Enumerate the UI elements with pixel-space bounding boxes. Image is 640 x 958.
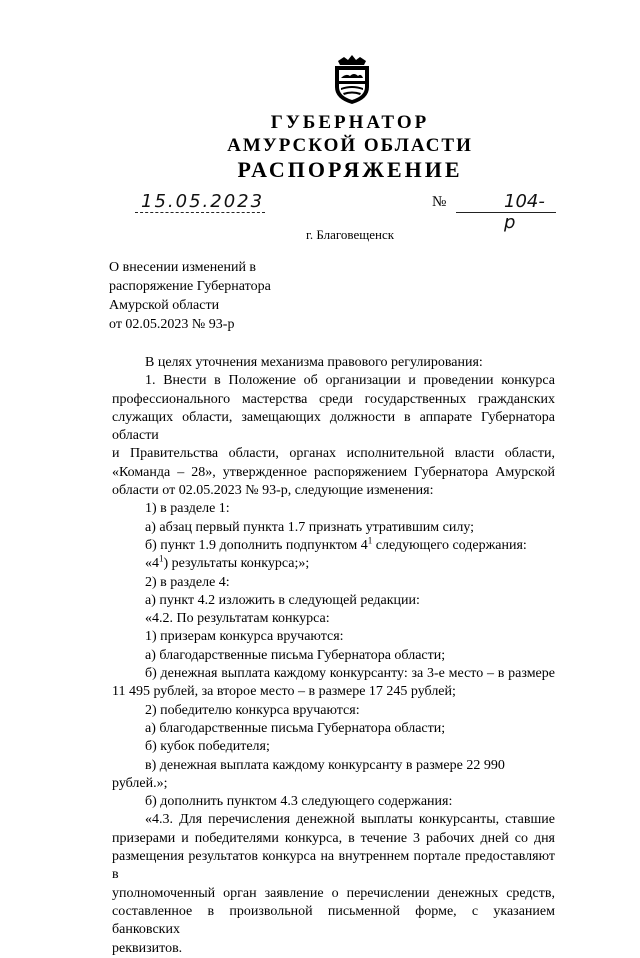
body-line: б) денежная выплата каждому конкурсанту: за 3-е место – в размере	[145, 666, 555, 682]
body-line: размещения результатов конкурса на внутреннем портале предоставляют в	[112, 849, 555, 883]
paragraph-preamble: В целях уточнения механизма правового регулирования:	[145, 355, 483, 370]
body-line	[112, 555, 555, 573]
body-text: ) результаты конкурса;»;	[163, 556, 310, 572]
body-line: 1) в разделе 1:	[145, 501, 230, 517]
body-line: призерами и победителями конкурса, в течение 3 рабочих дней со дня	[112, 830, 555, 846]
body-text: следующего содержания:	[372, 537, 527, 553]
governor-title: ГУБЕРНАТОР	[270, 112, 430, 133]
body-line: служащих области, замещающих должности в аппарате Губернатора области	[112, 409, 555, 444]
body-line: «4.3. Для перечисления денежной выплаты конкурсанты, ставшие	[145, 812, 555, 828]
subject-line: от 02.05.2023 № 93-р	[109, 317, 235, 332]
body-text: б) пункт 1.9 дополнить подпунктом 4	[145, 537, 368, 553]
document-number	[456, 191, 556, 233]
body-text: «4	[145, 556, 159, 572]
document-subject	[109, 258, 271, 334]
date-underline	[135, 212, 265, 213]
coat-of-arms-emblem	[330, 51, 374, 105]
document-type-title: РАСПОРЯЖЕНИЕ	[237, 157, 463, 182]
body-line: области от 02.05.2023 № 93-р, следующие изменения:	[112, 483, 434, 499]
region-title: АМУРСКОЙ ОБЛАСТИ	[227, 135, 473, 156]
body-line: а) абзац первый пункта 1.7 признать утратившим силу;	[145, 519, 475, 535]
body-line: 11 495 рублей, за второе место – в размере 17 245 рублей;	[112, 684, 456, 700]
superscript: 1	[159, 553, 164, 564]
body-line: 1) призерам конкурса вручаются:	[145, 629, 344, 645]
body-line: 2) в разделе 4:	[145, 574, 230, 590]
body-line: «Команда – 28», утвержденное распоряжением Губернатора Амурской	[112, 464, 555, 480]
body-line: а) благодарственные письма Губернатора области;	[145, 720, 446, 736]
body-line: 2) победителю конкурса вручаются:	[145, 702, 360, 718]
city-name: г. Благовещенск	[305, 227, 395, 242]
body-line: б) дополнить пунктом 4.3 следующего содержания:	[145, 794, 453, 810]
body-line: б) кубок победителя;	[145, 739, 270, 755]
document-date	[135, 191, 270, 213]
body-line: «4.2. По результатам конкурса:	[145, 611, 330, 627]
body-line: и Правительства области, органах исполнительной власти области,	[112, 446, 555, 462]
handwritten-number: 104-р	[504, 191, 545, 233]
body-line: реквизитов.	[112, 940, 183, 956]
body-line: профессионального мастерства среди государственных гражданских	[112, 391, 555, 407]
superscript: 1	[367, 535, 373, 546]
subject-line: Амурской области	[109, 298, 220, 313]
subject-line: распоряжение Губернатора	[109, 279, 271, 294]
body-line: 1. Внести в Положение об организации и проведении конкурса	[145, 373, 555, 389]
body-line: а) пункт 4.2 изложить в следующей редакции:	[145, 592, 420, 608]
body-line	[112, 537, 555, 555]
body-line: уполномоченный орган заявление о перечислении денежных средств,	[112, 885, 555, 901]
number-underline	[456, 212, 556, 213]
body-line: составленное в произвольной письменной форме, с указанием банковских	[112, 903, 555, 938]
handwritten-date: 15.05.2023	[141, 191, 265, 212]
number-sign: №	[432, 194, 447, 210]
body-line: а) благодарственные письма Губернатора области;	[145, 647, 446, 663]
subject-line: О внесении изменений в	[109, 260, 257, 275]
document-body	[112, 354, 555, 958]
body-line: в) денежная выплата каждому конкурсанту в размере 22 990 рублей.»;	[112, 757, 505, 791]
